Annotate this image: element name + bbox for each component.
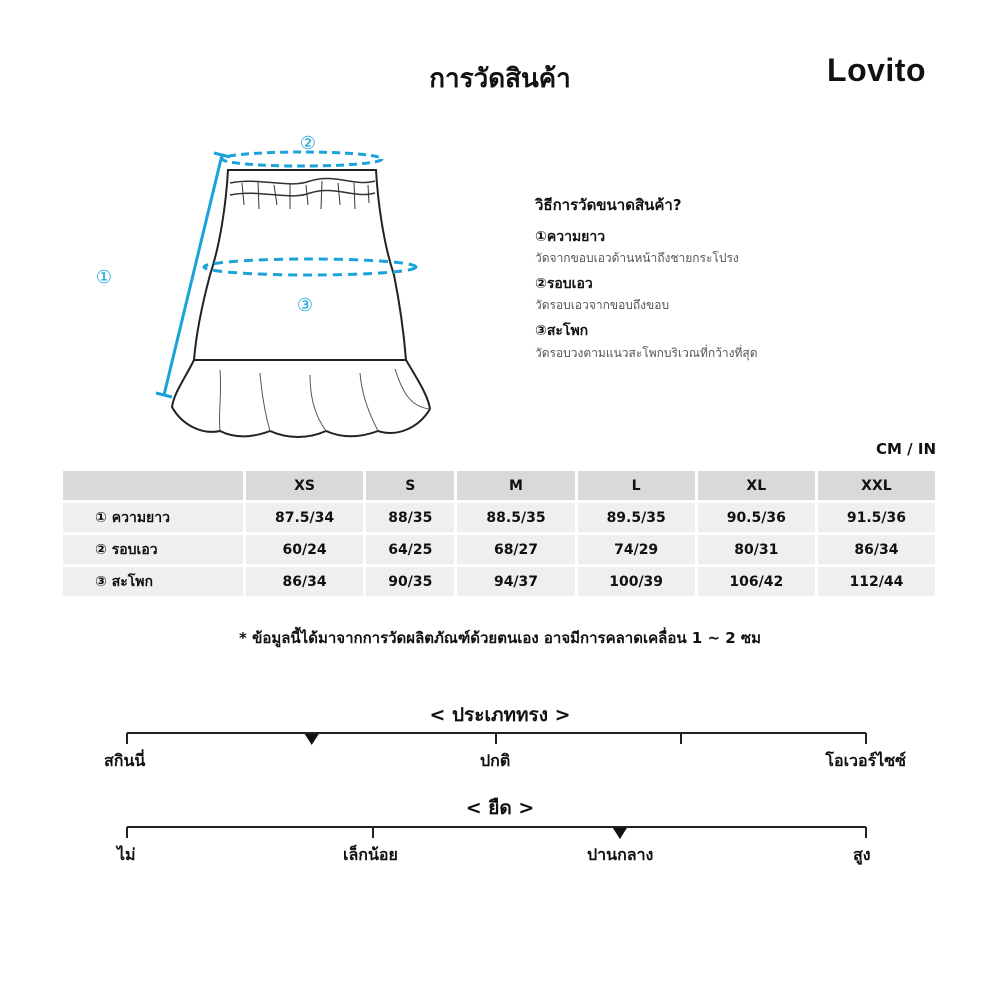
measurement-note: * ข้อมูลนี้ได้มาจากการวัดผลิตภัณฑ์ด้วยตนเอง อาจมีการคลาดเคลื่อน 1 ~ 2 ซม [239, 629, 761, 647]
stretch-scale-title: < ยืด > [465, 797, 535, 819]
table-cell: 90.5/36 [698, 503, 815, 532]
guide-heading: วิธีการวัดขนาดสินค้า? [535, 196, 682, 214]
label-length: ① [95, 267, 113, 288]
header-size: XXL [818, 471, 935, 500]
header-size: XS [246, 471, 363, 500]
stretch-label-slight: เล็กน้อย [343, 845, 398, 864]
stretch-marker-icon [613, 828, 627, 839]
fit-marker-icon [305, 734, 319, 745]
brand-logo: Lovito [827, 52, 926, 88]
stretch-label-high: สูง [853, 845, 871, 864]
header-size: XL [698, 471, 815, 500]
row-label: ③ สะโพก [63, 567, 243, 596]
table-cell: 89.5/35 [578, 503, 695, 532]
guide-length-desc: วัดจากขอบเอวด้านหน้าถึงชายกระโปรง [535, 251, 739, 265]
label-length-marker [92, 264, 116, 288]
guide-waist-desc: วัดรอบเอวจากขอบถึงขอบ [535, 298, 670, 312]
table-cell: 106/42 [698, 567, 815, 596]
guide-hip-title: ③สะโพก [535, 323, 589, 339]
fit-label-regular: ปกติ [480, 751, 511, 770]
page-title: การวัดสินค้า [429, 64, 571, 94]
row-label: ② รอบเอว [63, 535, 243, 564]
table-cell: 94/37 [457, 567, 574, 596]
table-cell: 64/25 [366, 535, 454, 564]
table-cell: 74/29 [578, 535, 695, 564]
label-waist: ② [299, 133, 317, 154]
guide-waist-title: ②รอบเอว [535, 276, 593, 292]
fit-scale-title: < ประเภททรง > [429, 704, 571, 726]
header-corner [63, 471, 243, 500]
fit-label-skinny: สกินนี่ [104, 751, 146, 770]
skirt-illustration [150, 125, 470, 455]
table-cell: 68/27 [457, 535, 574, 564]
header-size: L [578, 471, 695, 500]
table-cell: 100/39 [578, 567, 695, 596]
table-row [63, 535, 935, 564]
fit-label-oversize: โอเวอร์ไซซ์ [825, 751, 906, 770]
size-table [60, 468, 938, 599]
guide-hip-desc: วัดรอบวงตามแนวสะโพกบริเวณที่กว้างที่สุด [535, 346, 758, 360]
table-cell: 90/35 [366, 567, 454, 596]
table-cell: 88/35 [366, 503, 454, 532]
size-header-row [63, 471, 935, 500]
table-cell: 112/44 [818, 567, 935, 596]
table-cell: 87.5/34 [246, 503, 363, 532]
label-hip: ③ [296, 295, 314, 316]
row-label: ① ความยาว [63, 503, 243, 532]
stretch-label-medium: ปานกลาง [587, 845, 654, 864]
table-cell: 80/31 [698, 535, 815, 564]
unit-label: CM / IN [876, 440, 936, 458]
stretch-label-none: ไม่ [117, 845, 136, 864]
table-cell: 86/34 [818, 535, 935, 564]
table-row [63, 503, 935, 532]
table-row [63, 567, 935, 596]
header-size: M [457, 471, 574, 500]
guide-length-title: ①ความยาว [535, 229, 606, 245]
table-cell: 91.5/36 [818, 503, 935, 532]
table-cell: 88.5/35 [457, 503, 574, 532]
table-cell: 86/34 [246, 567, 363, 596]
table-cell: 60/24 [246, 535, 363, 564]
header-size: S [366, 471, 454, 500]
